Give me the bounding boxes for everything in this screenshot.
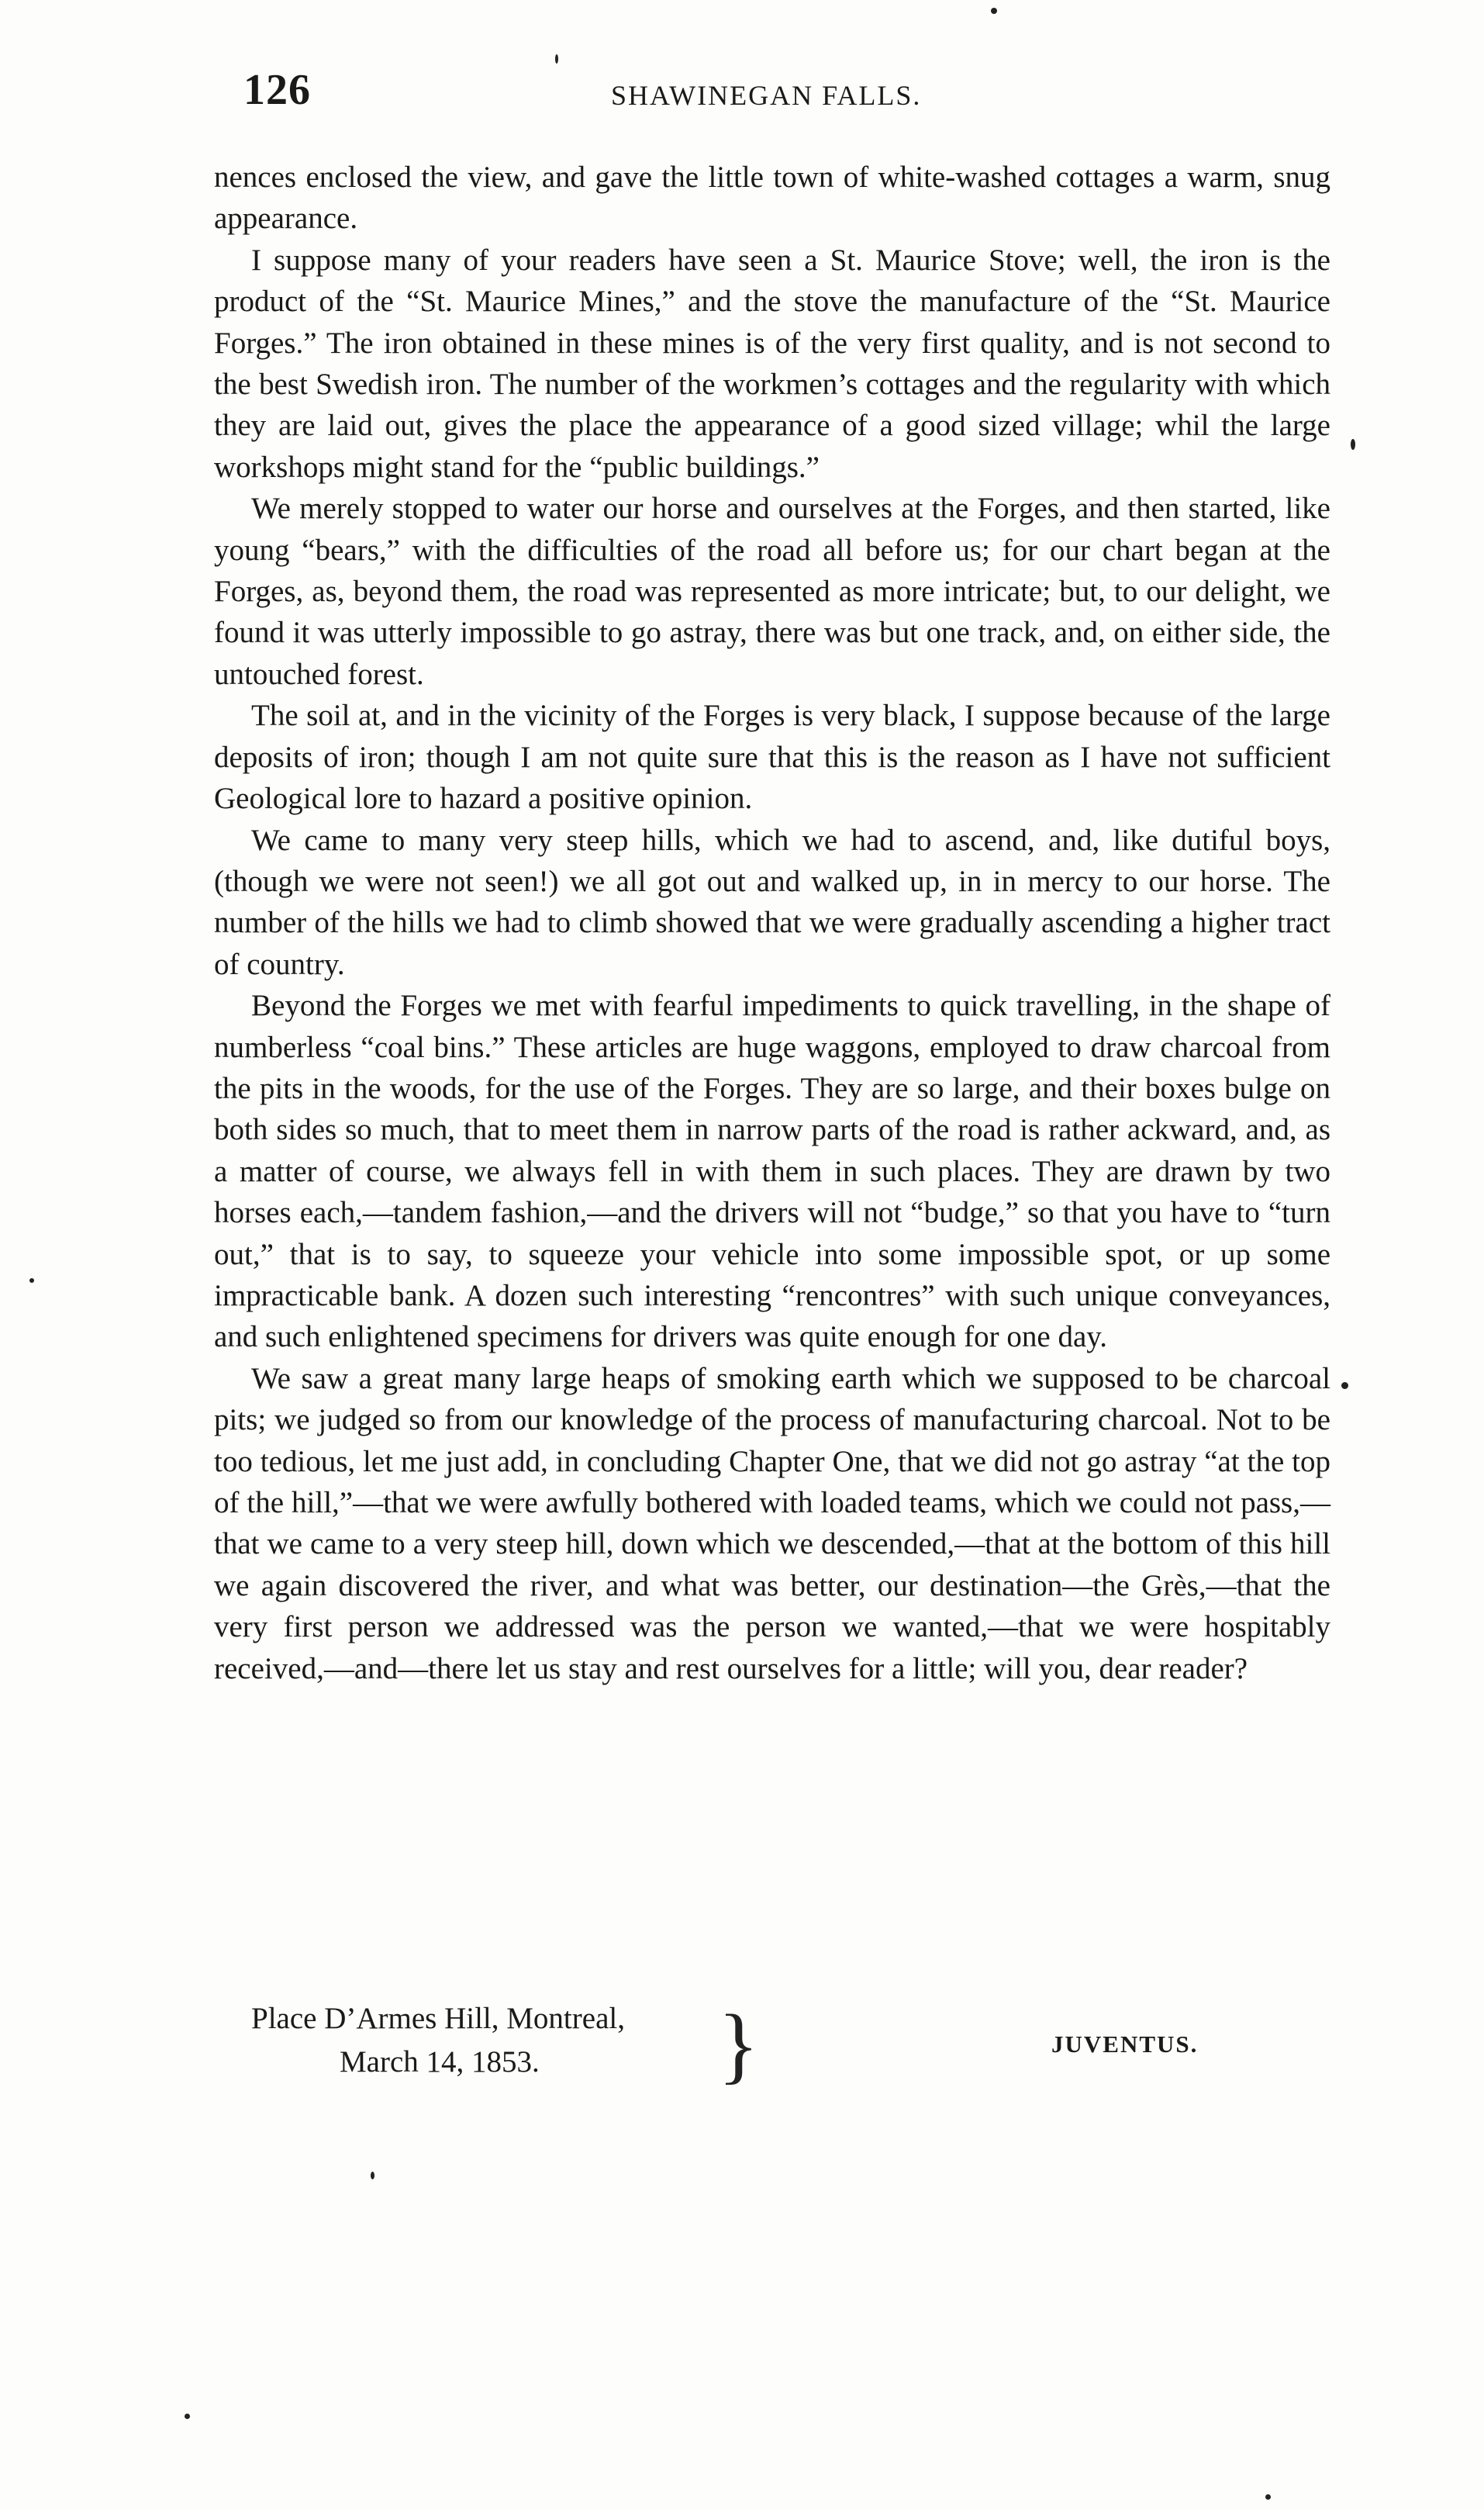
signature-place: Place D’Armes Hill, Montreal, [251,2002,625,2035]
scan-speck [185,2414,190,2419]
paragraph-st-maurice-stove: I suppose many of your readers have seen a St. Maurice Stove; well, the iron is the product of the “St. Maurice Mines,” and the stove the manufacture of the “St. Maurice Forges.” The iron obtained in these mines is of the very first quality, and is not second to the best Swedish iron. The number of the workmen’s cottages and the regularity with which they are laid out, gives the place the appearance of a good sized village; whil the large workshops might stand for the “public buildings.” [214,243,1330,484]
scan-speck [1351,439,1355,450]
paragraph-continuation: nences enclosed the view, and gave the little town of white-washed cottages a warm, snug appearance. [214,161,1330,236]
paragraph-black-soil: The soil at, and in the vicinity of the Forges is very black, I suppose because of the large deposits of iron; though I am not quite sure that this is the reason as I have not sufficient Geological lore to hazard a positive opinion. [214,699,1330,816]
signature-date: March 14, 1853. [340,2045,540,2079]
paragraph-charcoal-pits: We saw a great many large heaps of smoking earth which we supposed to be charcoal pits; we judged so from our knowledge of the process of manufacturing charcoal. Not to be too tedious, let me just add, in concluding Chapter One, that we did not go astray “at the top of the hill,”—that we were awfully bothered with loaded teams, which we could not pass,—that we came to a very steep hill, down which we descended,—that at the bottom of this hill we again discovered the river, and what was better, our destination—the Grès,—that the very first person we addressed was the person we wanted,—that we were hospitably received,—and—there let us stay and rest ourselves for a little; will you, dear reader? [214,1361,1330,1685]
paragraph-coal-bins: Beyond the Forges we met with fearful impediments to quick travelling, in the shape of numberless “coal bins.” These articles are huge waggons, employed to draw charcoal from the pits in the woods, for the use of the Forges. They are so large, and their boxes bulge on both sides so much, that to meet them in narrow parts of the road is rather ackward, and, as a matter of course, we always fell in with them in such places. They are drawn by two horses each,—tandem fashion,—and the drivers will not “budge,” so that you have to “turn out,” that is to say, to squeeze your vehicle into some impossible spot, or up some impracticable bank. A dozen such interesting “rencontres” with such unique conveyances, and such enlightened specimens for drivers was quite enough for one day. [214,989,1330,1354]
curly-brace-mark: } [718,1997,759,2092]
scan-speck [1265,2494,1271,2500]
scan-speck [1341,1382,1348,1389]
scan-speck [555,54,558,64]
paragraph-steep-hills: We came to many very steep hills, which we had to ascend, and, like dutiful boys, (though we were not seen!) we all got out and walked up, in in mercy to our horse. The number of the hills we had to climb showed that we were gradually ascending a higher tract of country. [214,823,1330,981]
paragraph-stopped-at-forges: We merely stopped to water our horse and ourselves at the Forges, and then started, like young “bears,” with the difficulties of the road all before us; for our chart began at the Forges, as, beyond them, the road was represented as more intricate; but, to our delight, we found it was utterly impossible to go astray, there was but one track, and, on either side, the untouched forest. [214,492,1330,691]
scan-speck [29,1278,34,1283]
scan-speck [371,2172,374,2179]
body-text [214,157,1330,1689]
page-number: 126 [243,66,311,114]
running-title: SHAWINEGAN FALLS. [611,80,922,111]
running-head [233,65,1334,127]
signature-author: JUVENTUS. [1051,2030,1199,2058]
signature-block [214,1997,1330,2102]
scan-speck [991,8,997,14]
